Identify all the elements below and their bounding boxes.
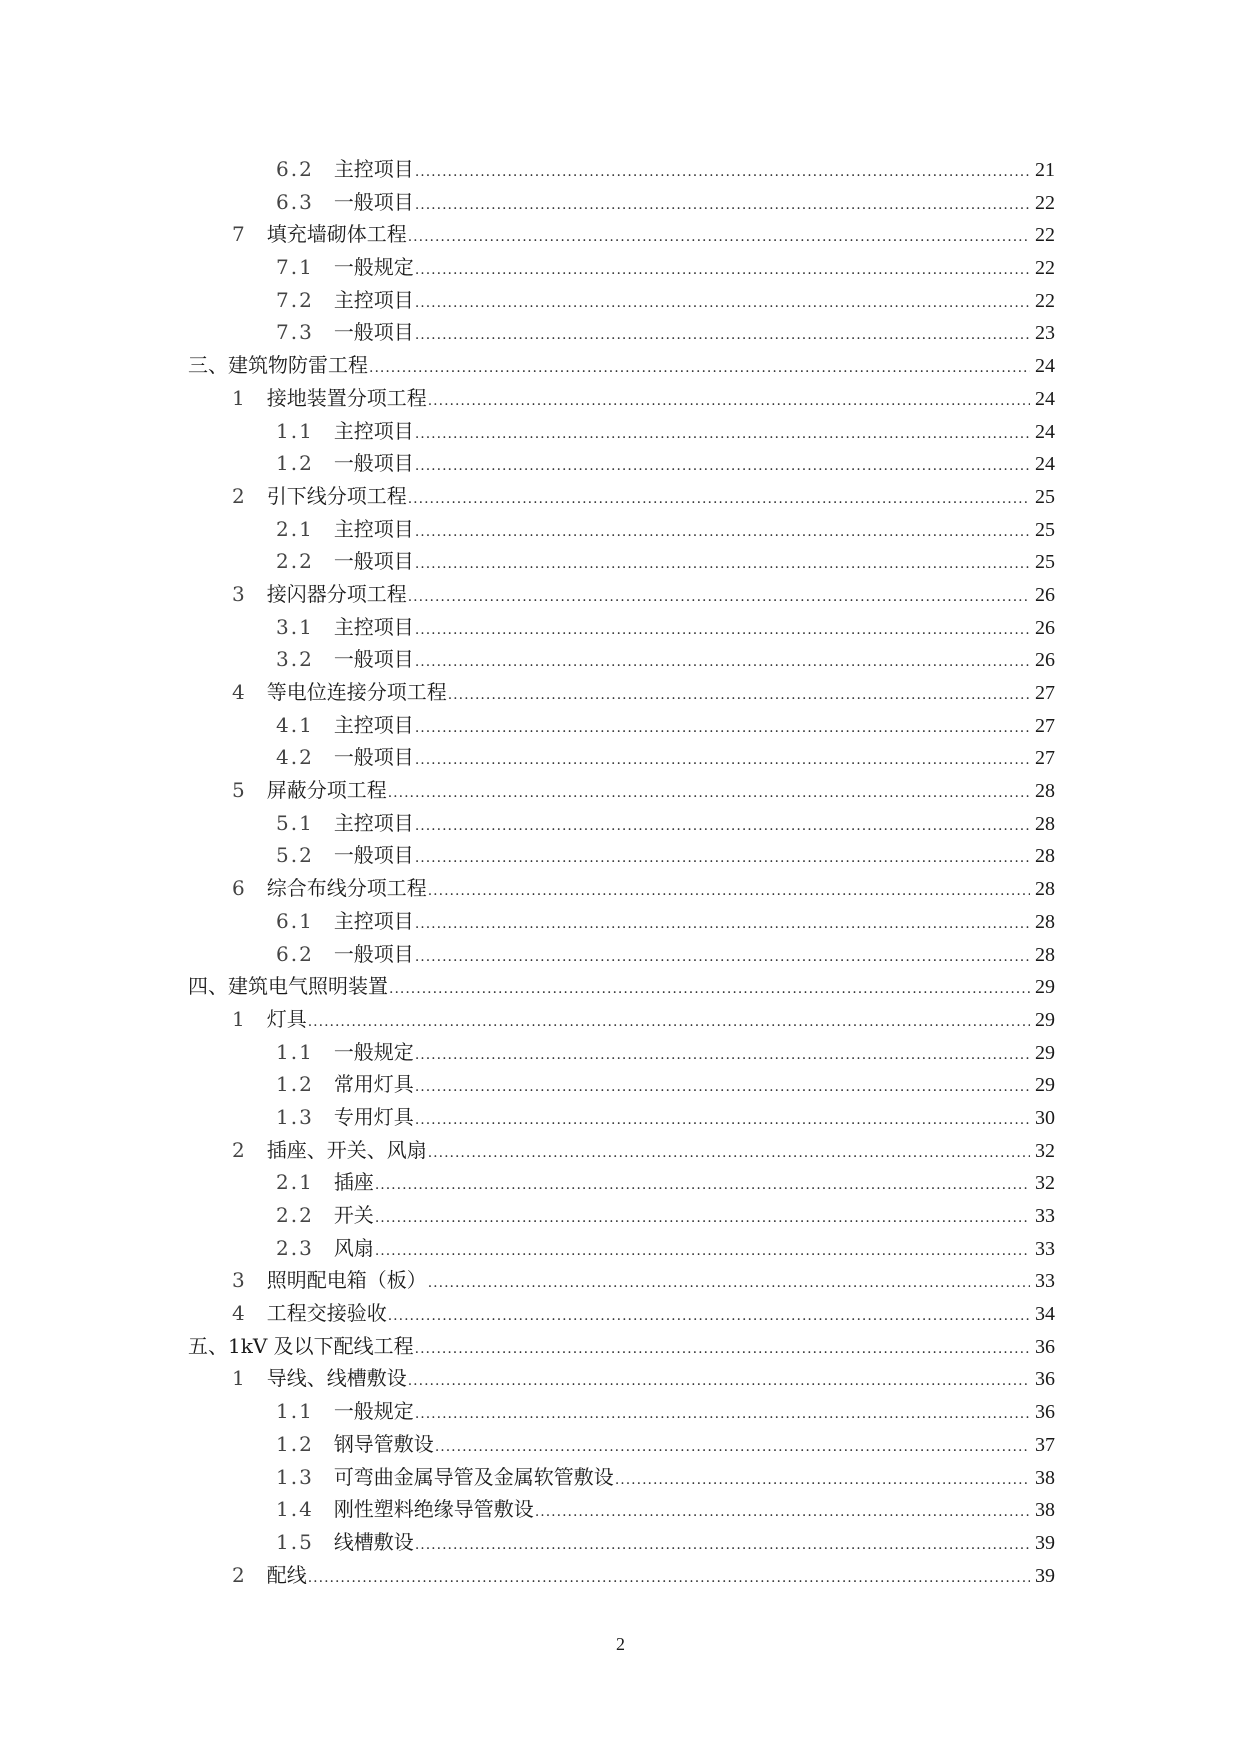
toc-entry-page: 36: [1035, 1335, 1055, 1358]
toc-entry[interactable]: [188, 186, 1055, 219]
toc-entry-page: 34: [1035, 1303, 1055, 1326]
toc-entry-number: 2.2: [276, 549, 314, 574]
toc-entry-title: 风扇: [333, 1235, 374, 1260]
toc-entry-number: 6.1: [276, 908, 314, 933]
dot-leader: [415, 941, 1030, 974]
toc-entry-page: 29: [1035, 976, 1055, 999]
toc-entry-number: 7.3: [276, 320, 314, 345]
toc-entry-number: 7.2: [276, 287, 314, 312]
table-of-contents: [188, 153, 1055, 1591]
dot-leader: [369, 352, 1030, 385]
toc-entry-page: 28: [1035, 845, 1055, 868]
toc-entry[interactable]: [188, 284, 1055, 317]
toc-entry-title: 刚性塑料绝缘导管敷设: [333, 1497, 534, 1522]
toc-entry[interactable]: [188, 545, 1055, 578]
dot-leader: [415, 1104, 1030, 1137]
toc-entry[interactable]: [188, 1428, 1055, 1461]
toc-entry[interactable]: [188, 1526, 1055, 1559]
toc-entry-number: 1.5: [276, 1529, 314, 1554]
toc-entry-title: 主控项目: [333, 614, 414, 639]
toc-entry[interactable]: [188, 676, 1055, 709]
toc-entry-title: 主控项目: [333, 418, 414, 443]
toc-entry-page: 33: [1035, 1237, 1055, 1260]
toc-entry-number: 5.2: [276, 843, 314, 868]
toc-entry[interactable]: [188, 1101, 1055, 1134]
toc-entry-page: 25: [1035, 551, 1055, 574]
toc-entry-number: 6.3: [276, 189, 314, 214]
toc-entry-number: 2.1: [276, 1170, 314, 1195]
toc-entry[interactable]: [188, 1232, 1055, 1265]
toc-entry-title: 接地装置分项工程: [266, 385, 427, 410]
dot-leader: [308, 1006, 1030, 1039]
toc-entry-page: 24: [1035, 420, 1055, 443]
toc-entry-number: 6.2: [276, 157, 314, 181]
toc-entry-title: 主控项目: [333, 516, 414, 541]
dot-leader: [415, 1039, 1030, 1072]
dot-leader: [388, 777, 1030, 810]
toc-entry-number: 2: [232, 1562, 247, 1587]
toc-entry-title: 引下线分项工程: [266, 483, 407, 508]
toc-entry-number: 1: [232, 1006, 247, 1031]
toc-entry-number: 7: [232, 222, 247, 247]
toc-entry-title: 一般规定: [333, 255, 414, 280]
toc-entry-page: 33: [1035, 1205, 1055, 1227]
toc-entry-title: 一般项目: [333, 647, 414, 672]
toc-entry-title: 主控项目: [333, 712, 414, 737]
toc-entry-title: 导线、线槽敷设: [266, 1366, 407, 1391]
dot-leader: [415, 189, 1030, 222]
toc-entry-title: 开关: [333, 1203, 374, 1227]
dot-leader: [415, 548, 1030, 581]
toc-entry-page: 29: [1035, 1008, 1055, 1031]
toc-entry-page: 32: [1035, 1139, 1055, 1162]
toc-entry-number: 1.2: [276, 1072, 314, 1097]
toc-entry-title: 一般项目: [333, 745, 414, 770]
toc-entry-number: 1.2: [276, 451, 314, 476]
toc-entry-title: 照明配电箱（板）: [266, 1268, 427, 1293]
toc-entry-title: 屏蔽分项工程: [266, 778, 387, 803]
toc-entry[interactable]: [188, 1199, 1055, 1232]
toc-entry-page: 25: [1035, 518, 1055, 541]
toc-entry-number: 1.3: [276, 1104, 314, 1129]
toc-entry-page: 22: [1035, 224, 1055, 247]
toc-entry-number: 五、: [188, 1333, 228, 1358]
toc-entry[interactable]: [188, 251, 1055, 284]
toc-entry-title: 灯具: [266, 1006, 307, 1031]
toc-entry-number: 3: [232, 1268, 247, 1293]
toc-entry-title: 建筑电气照明装置: [228, 974, 388, 999]
toc-entry[interactable]: [188, 1362, 1055, 1395]
toc-entry-page: 32: [1035, 1172, 1055, 1195]
toc-entry-title: 线槽敷设: [333, 1529, 414, 1554]
toc-entry[interactable]: [188, 1330, 1055, 1363]
dot-leader: [388, 1300, 1030, 1333]
toc-entry-number: 1: [232, 1366, 247, 1391]
toc-entry-page: 28: [1035, 812, 1055, 835]
toc-entry[interactable]: [188, 1166, 1055, 1199]
toc-entry-page: 23: [1035, 322, 1055, 345]
toc-entry[interactable]: [188, 382, 1055, 415]
toc-entry[interactable]: [188, 643, 1055, 676]
toc-entry[interactable]: [188, 1264, 1055, 1297]
toc-entry-page: 29: [1035, 1041, 1055, 1064]
dot-leader: [415, 908, 1030, 941]
toc-entry-number: 5.1: [276, 810, 314, 835]
toc-entry-page: 30: [1035, 1106, 1055, 1129]
dot-leader: [435, 1431, 1030, 1464]
toc-entry[interactable]: [188, 578, 1055, 611]
dot-leader: [308, 1562, 1030, 1595]
dot-leader: [415, 744, 1030, 777]
toc-entry[interactable]: [188, 316, 1055, 349]
toc-entry-page: 27: [1035, 714, 1055, 737]
dot-leader: [428, 1137, 1030, 1170]
toc-entry-number: 2: [232, 483, 247, 508]
toc-entry[interactable]: [188, 1493, 1055, 1526]
dot-leader: [408, 581, 1030, 614]
toc-entry-page: 28: [1035, 910, 1055, 933]
toc-entry-page: 28: [1035, 943, 1055, 966]
dot-leader: [415, 712, 1030, 745]
toc-entry[interactable]: [188, 153, 1055, 186]
toc-entry[interactable]: [188, 611, 1055, 644]
toc-entry-number: 1.4: [276, 1497, 314, 1522]
toc-entry-title: 1kV 及以下配线工程: [228, 1333, 414, 1358]
toc-entry[interactable]: [188, 1036, 1055, 1069]
toc-entry-title: 建筑物防雷工程: [228, 353, 368, 378]
toc-entry-title: 一般规定: [333, 1039, 414, 1064]
dot-leader: [415, 418, 1030, 451]
toc-entry-title: 一般项目: [333, 189, 414, 214]
toc-entry-page: 24: [1035, 453, 1055, 476]
toc-entry-number: 4.1: [276, 712, 314, 737]
toc-entry-page: 22: [1035, 289, 1055, 312]
dot-leader: [535, 1496, 1030, 1529]
toc-entry[interactable]: [188, 709, 1055, 742]
dot-leader: [415, 1529, 1030, 1562]
dot-leader: [428, 385, 1030, 418]
toc-entry-title: 一般项目: [333, 549, 414, 574]
toc-entry[interactable]: [188, 774, 1055, 807]
toc-entry-title: 插座: [333, 1170, 374, 1195]
toc-entry[interactable]: [188, 447, 1055, 480]
toc-entry[interactable]: [188, 480, 1055, 513]
toc-entry-title: 钢导管敷设: [333, 1431, 434, 1456]
dot-leader: [615, 1464, 1030, 1497]
toc-entry[interactable]: [188, 1134, 1055, 1167]
dot-leader: [415, 646, 1030, 679]
toc-entry-page: 29: [1035, 1074, 1055, 1097]
toc-entry[interactable]: [188, 1297, 1055, 1330]
toc-entry-number: 2.1: [276, 516, 314, 541]
toc-entry-page: 26: [1035, 649, 1055, 672]
dot-leader: [415, 614, 1030, 647]
toc-entry-page: 36: [1035, 1401, 1055, 1424]
toc-entry[interactable]: [188, 349, 1055, 382]
dot-leader: [375, 1235, 1030, 1268]
toc-entry-title: 配线: [266, 1562, 307, 1587]
toc-entry-number: 4.2: [276, 745, 314, 770]
toc-entry-page: 38: [1035, 1466, 1055, 1489]
dot-leader: [415, 254, 1030, 287]
toc-entry-number: 2.3: [276, 1235, 314, 1260]
toc-entry-page: 36: [1035, 1368, 1055, 1391]
toc-entry-page: 38: [1035, 1499, 1055, 1522]
toc-entry-number: 1.1: [276, 1399, 314, 1424]
toc-entry-title: 一般项目: [333, 320, 414, 345]
toc-entry-title: 填充墙砌体工程: [266, 222, 407, 247]
dot-leader: [415, 1071, 1030, 1104]
toc-entry[interactable]: [188, 741, 1055, 774]
toc-entry-title: 专用灯具: [333, 1104, 414, 1129]
dot-leader: [415, 287, 1030, 320]
toc-entry-number: 6.2: [276, 941, 314, 966]
toc-entry-number: 1.1: [276, 1039, 314, 1064]
dot-leader: [448, 679, 1030, 712]
toc-entry[interactable]: [188, 872, 1055, 905]
toc-entry-title: 一般项目: [333, 941, 414, 966]
dot-leader: [375, 1169, 1030, 1202]
toc-entry[interactable]: [188, 1003, 1055, 1036]
dot-leader: [408, 483, 1030, 516]
dot-leader: [408, 1365, 1030, 1398]
toc-entry-number: 2: [232, 1137, 247, 1162]
toc-entry-number: 3.1: [276, 614, 314, 639]
dot-leader: [415, 319, 1030, 352]
toc-entry-page: 24: [1035, 355, 1055, 378]
toc-entry[interactable]: [188, 1068, 1055, 1101]
dot-leader: [428, 1267, 1030, 1300]
toc-entry[interactable]: [188, 839, 1055, 872]
toc-entry-page: 39: [1035, 1564, 1055, 1587]
toc-entry[interactable]: [188, 218, 1055, 251]
toc-entry-page: 25: [1035, 485, 1055, 508]
toc-entry-number: 1: [232, 385, 247, 410]
toc-entry-title: 主控项目: [333, 287, 414, 312]
toc-entry-title: 综合布线分项工程: [266, 876, 427, 901]
page-number: 2: [616, 1634, 625, 1654]
toc-entry-page: 27: [1035, 682, 1055, 704]
toc-entry-page: 28: [1035, 878, 1055, 901]
toc-entry[interactable]: [188, 1559, 1055, 1592]
toc-entry-page: 27: [1035, 747, 1055, 770]
toc-entry-page: 24: [1035, 387, 1055, 410]
toc-entry-number: 5: [232, 778, 247, 803]
toc-entry-number: 2.2: [276, 1203, 314, 1227]
toc-entry[interactable]: [188, 970, 1055, 1003]
dot-leader: [415, 842, 1030, 875]
toc-entry[interactable]: [188, 415, 1055, 448]
toc-entry-title: 常用灯具: [333, 1072, 414, 1097]
toc-entry-title: 工程交接验收: [266, 1301, 387, 1326]
toc-entry-title: 插座、开关、风扇: [266, 1137, 427, 1162]
toc-entry-page: 33: [1035, 1270, 1055, 1293]
toc-entry-title: 一般项目: [333, 843, 414, 868]
toc-entry-title: 可弯曲金属导管及金属软管敷设: [333, 1464, 614, 1489]
dot-leader: [415, 810, 1030, 843]
toc-entry-number: 1.1: [276, 418, 314, 443]
toc-entry-title: 接闪器分项工程: [266, 581, 407, 606]
toc-entry-number: 四、: [188, 974, 228, 999]
toc-entry-number: 4: [232, 1301, 247, 1326]
toc-entry[interactable]: [188, 938, 1055, 971]
dot-leader: [389, 973, 1030, 1006]
toc-entry[interactable]: [188, 807, 1055, 840]
toc-entry-number: 6: [232, 876, 247, 901]
toc-entry-page: 37: [1035, 1433, 1055, 1456]
toc-entry-page: 22: [1035, 257, 1055, 280]
toc-entry-page: 26: [1035, 616, 1055, 639]
dot-leader: [428, 875, 1030, 908]
toc-entry[interactable]: [188, 905, 1055, 938]
toc-entry-title: 主控项目: [333, 157, 414, 181]
toc-entry-title: 一般项目: [333, 451, 414, 476]
dot-leader: [415, 450, 1030, 483]
dot-leader: [415, 1333, 1030, 1366]
dot-leader: [415, 1398, 1030, 1431]
toc-entry[interactable]: [188, 1395, 1055, 1428]
toc-entry-page: 26: [1035, 583, 1055, 606]
toc-entry-number: 7.1: [276, 255, 314, 280]
toc-entry-page: 28: [1035, 780, 1055, 803]
toc-entry-title: 主控项目: [333, 908, 414, 933]
toc-entry-number: 4: [232, 680, 247, 704]
toc-entry-number: 3: [232, 581, 247, 606]
toc-entry[interactable]: [188, 513, 1055, 546]
dot-leader: [415, 516, 1030, 549]
toc-entry-title: 一般规定: [333, 1399, 414, 1424]
dot-leader: [408, 221, 1030, 254]
dot-leader: [415, 156, 1030, 189]
toc-entry-page: 21: [1035, 159, 1055, 181]
toc-entry-number: 三、: [188, 353, 228, 378]
toc-entry-page: 22: [1035, 191, 1055, 214]
toc-entry-number: 3.2: [276, 647, 314, 672]
toc-entry-number: 1.3: [276, 1464, 314, 1489]
toc-entry[interactable]: [188, 1461, 1055, 1494]
toc-entry-page: 39: [1035, 1531, 1055, 1554]
toc-entry-title: 等电位连接分项工程: [266, 680, 447, 704]
toc-entry-title: 主控项目: [333, 810, 414, 835]
toc-entry-number: 1.2: [276, 1431, 314, 1456]
dot-leader: [375, 1202, 1030, 1235]
